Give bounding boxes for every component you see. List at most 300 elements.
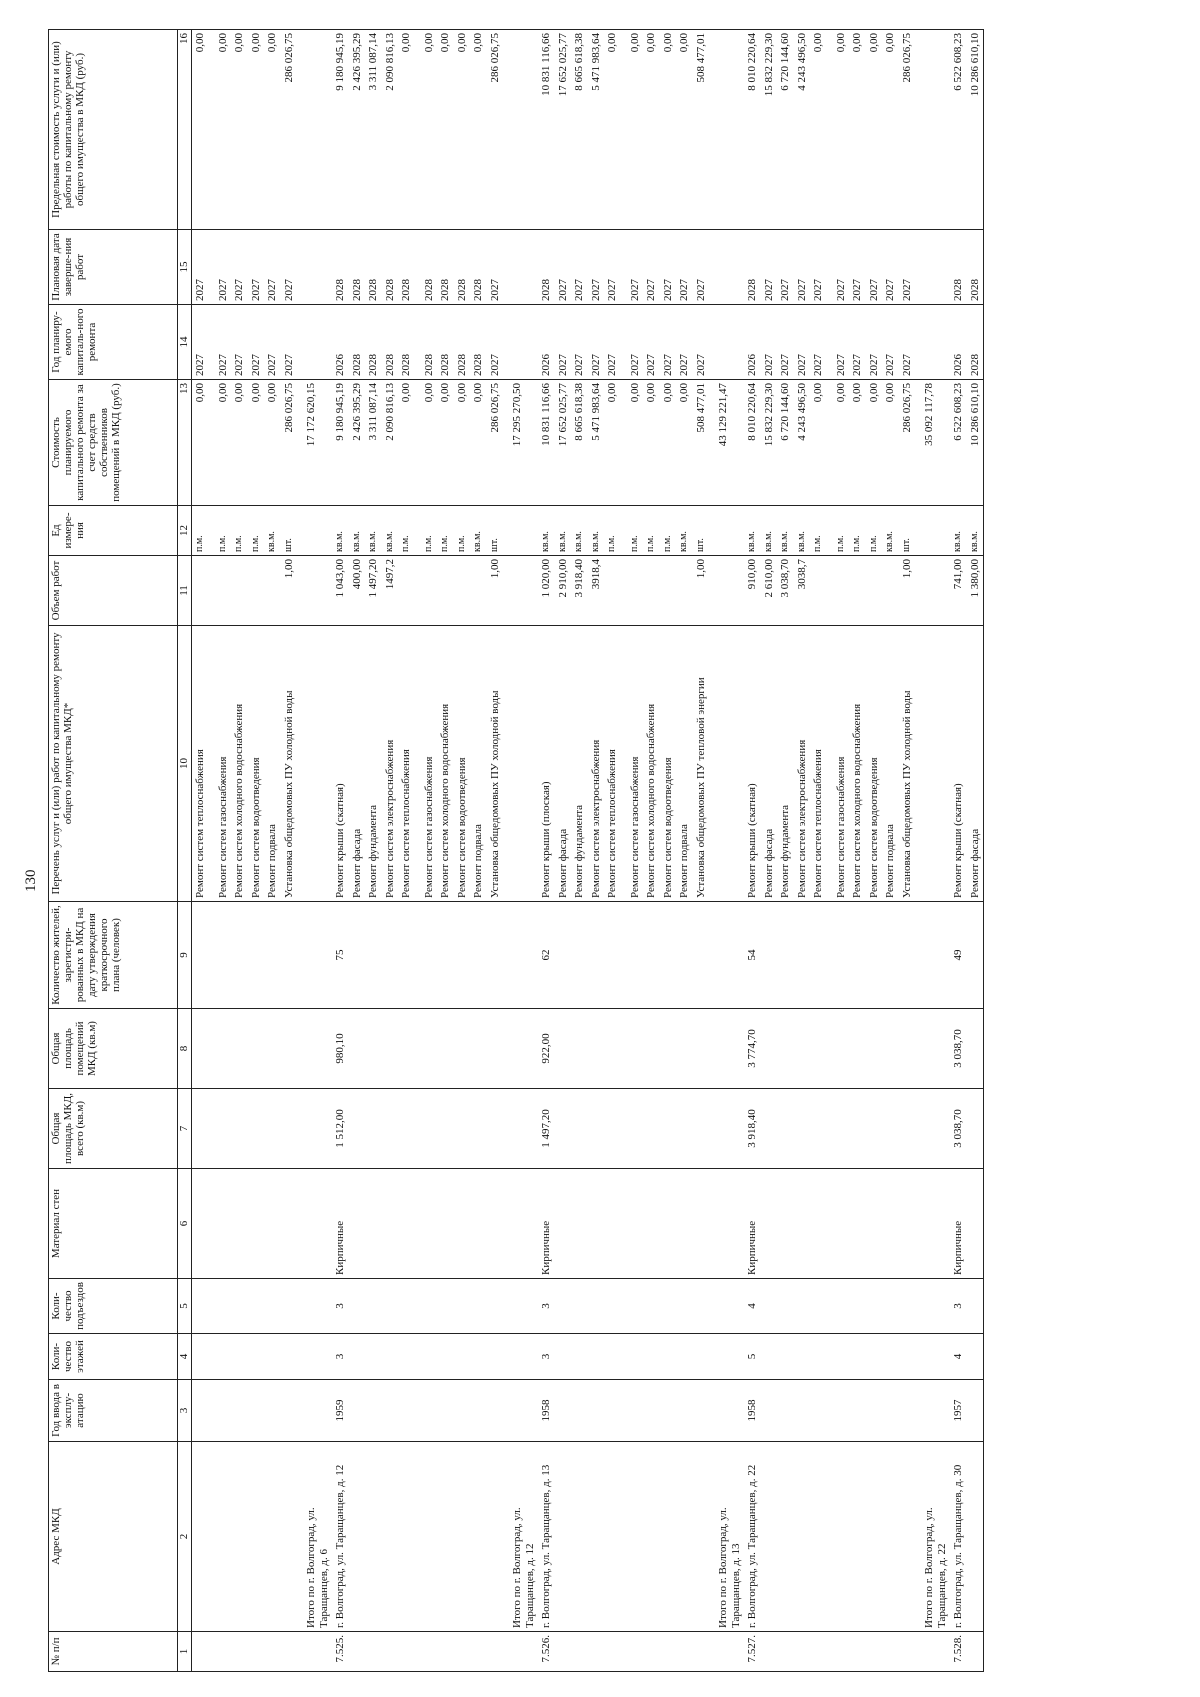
empty-cell [660,1442,677,1632]
empty-cell [437,1169,454,1279]
empty-cell [248,1009,265,1089]
empty-cell [761,1334,778,1380]
work-unit: кв.м. [470,506,487,556]
empty-cell [866,1089,883,1169]
empty-cell [297,1089,332,1169]
work-volume [660,556,677,626]
empty-cell [365,902,382,1009]
work-volume [209,556,232,626]
empty-cell [487,902,504,1009]
column-header-label: Ед измере-ния [50,512,86,549]
total-label: Итого по г. Волгоград, ул. Таращанцев, д. 12 [503,1442,538,1632]
empty-cell [571,902,588,1009]
empty-cell [454,1279,471,1334]
work-year: 2028 [454,305,471,380]
wall-material: Кирпичные [332,1169,349,1279]
empty-cell [437,1334,454,1380]
work-unit: п.м. [849,506,866,556]
empty-cell [297,1169,332,1279]
empty-cell [676,1089,693,1169]
work-name: Ремонт систем холодного водоснабжения [849,626,866,902]
work-limit-cost: 10 286 610,10 [967,30,984,230]
table-row [454,30,471,1672]
empty-cell [281,1380,298,1442]
empty-cell [643,1089,660,1169]
empty-cell [693,1279,710,1334]
column-header-16 [49,30,178,230]
empty-cell [794,1442,811,1632]
work-end-date: 2027 [794,230,811,305]
work-cost: 10 831 116,66 [538,380,555,506]
work-volume [849,556,866,626]
column-header-label: № п/п [50,1637,62,1666]
work-limit-cost: 8 010 220,64 [744,30,761,230]
work-cost: 286 026,75 [487,380,504,506]
column-header-14 [49,305,178,380]
table-row [827,30,850,1672]
work-name: Установка общедомовых ПУ тепловой энергии [693,626,710,902]
work-cost: 4 243 496,50 [794,380,811,506]
empty-cell [967,1279,984,1334]
empty-cell [365,1380,382,1442]
column-number-16: 16 [178,30,192,230]
empty-cell [365,1632,382,1672]
empty-cell [209,1632,232,1672]
table-row [571,30,588,1672]
work-limit-cost: 0,00 [604,30,621,230]
year-built: 1958 [744,1380,761,1442]
work-cost: 0,00 [866,380,883,506]
empty-cell [398,1089,415,1169]
work-limit-cost: 6 720 144,60 [777,30,794,230]
empty-cell [621,1334,644,1380]
total-cost: 17 295 270,50 [503,380,538,506]
empty-cell [487,1442,504,1632]
table-row [604,30,621,1672]
empty-cell [660,1009,677,1089]
table-row [967,30,984,1672]
work-cost: 0,00 [470,380,487,506]
empty-cell [810,1169,827,1279]
work-name: Ремонт систем газоснабжения [827,626,850,902]
empty-cell [470,1380,487,1442]
empty-cell [209,1442,232,1632]
building-row [950,30,967,1672]
work-year: 2027 [676,305,693,380]
work-unit: п.м. [209,506,232,556]
table-row [398,30,415,1672]
empty-cell [264,1169,281,1279]
work-unit: кв.м. [588,506,605,556]
row-number: 7.526. [538,1632,555,1672]
work-name: Ремонт систем электроснабжения [382,626,399,902]
empty-cell [398,1169,415,1279]
empty-cell [709,556,744,626]
work-end-date: 2027 [248,230,265,305]
table-row [470,30,487,1672]
work-cost: 3 311 087,14 [365,380,382,506]
empty-cell [604,1442,621,1632]
column-number-10: 10 [178,626,192,902]
work-end-date: 2028 [470,230,487,305]
floors-count: 3 [538,1334,555,1380]
empty-cell [503,1380,538,1442]
work-end-date: 2027 [571,230,588,305]
empty-cell [827,1380,850,1442]
work-limit-cost: 0,00 [231,30,248,230]
empty-cell [487,1632,504,1672]
empty-cell [555,1089,572,1169]
work-cost: 0,00 [660,380,677,506]
rooms-area: 922,00 [538,1009,555,1089]
residents-count: 75 [332,902,349,1009]
empty-cell [915,1632,950,1672]
empty-cell [281,902,298,1009]
empty-cell [899,1442,916,1632]
empty-cell [209,1009,232,1089]
work-end-date: 2027 [555,230,572,305]
work-limit-cost: 2 426 395,29 [349,30,366,230]
work-name: Ремонт фундамента [571,626,588,902]
total-cost: 43 129 221,47 [709,380,744,506]
empty-cell [503,1632,538,1672]
empty-cell [231,1279,248,1334]
column-number-13: 13 [178,380,192,506]
empty-cell [571,1632,588,1672]
empty-cell [382,1632,399,1672]
empty-cell [349,1089,366,1169]
empty-cell [967,1442,984,1632]
work-limit-cost: 0,00 [415,30,438,230]
table-row [555,30,572,1672]
empty-cell [555,1009,572,1089]
work-year: 2027 [248,305,265,380]
empty-cell [415,1442,438,1632]
empty-cell [454,1442,471,1632]
work-cost: 8 665 618,38 [571,380,588,506]
empty-cell [915,1009,950,1089]
empty-cell [365,1089,382,1169]
work-year: 2027 [281,305,298,380]
empty-cell [588,1442,605,1632]
empty-cell [192,1169,209,1279]
work-name: Ремонт систем газоснабжения [415,626,438,902]
empty-cell [777,1279,794,1334]
work-volume [470,556,487,626]
empty-cell [693,1009,710,1089]
work-name: Ремонт систем теплоснабжения [398,626,415,902]
empty-cell [503,30,538,230]
empty-cell [264,1089,281,1169]
empty-cell [761,902,778,1009]
work-cost: 0,00 [192,380,209,506]
empty-cell [349,1009,366,1089]
work-volume: 1,00 [899,556,916,626]
work-year: 2028 [437,305,454,380]
total-row [297,30,332,1672]
work-cost: 6 522 608,23 [950,380,967,506]
empty-cell [899,1089,916,1169]
empty-cell [365,1279,382,1334]
empty-cell [967,1169,984,1279]
column-header-label: Общая площадь помещений МКД (кв.м) [50,1021,98,1076]
work-year: 2028 [349,305,366,380]
empty-cell [192,1009,209,1089]
table-row [415,30,438,1672]
empty-cell [827,1089,850,1169]
empty-cell [382,1009,399,1089]
empty-cell [643,1442,660,1632]
empty-cell [503,556,538,626]
empty-cell [693,902,710,1009]
empty-cell [571,1279,588,1334]
empty-cell [588,1279,605,1334]
empty-cell [866,1632,883,1672]
work-year: 2027 [660,305,677,380]
work-end-date: 2027 [192,230,209,305]
empty-cell [761,1279,778,1334]
empty-cell [709,1089,744,1169]
empty-cell [676,1380,693,1442]
empty-cell [382,1334,399,1380]
work-cost: 15 832 229,30 [761,380,778,506]
empty-cell [777,1442,794,1632]
empty-cell [693,1169,710,1279]
table-row [810,30,827,1672]
work-end-date: 2027 [588,230,605,305]
empty-cell [967,1334,984,1380]
work-name: Ремонт систем водоотведения [454,626,471,902]
empty-cell [454,1334,471,1380]
work-name: Ремонт систем холодного водоснабжения [437,626,454,902]
work-limit-cost: 286 026,75 [899,30,916,230]
empty-cell [398,1279,415,1334]
work-unit: кв.м. [365,506,382,556]
empty-cell [810,1279,827,1334]
empty-cell [676,1169,693,1279]
empty-cell [849,1089,866,1169]
empty-cell [709,902,744,1009]
work-unit: кв.м. [571,506,588,556]
empty-cell [209,902,232,1009]
work-cost: 0,00 [676,380,693,506]
total-cost: 17 172 620,15 [297,380,332,506]
work-year: 2027 [588,305,605,380]
empty-cell [192,1279,209,1334]
empty-cell [555,1380,572,1442]
empty-cell [503,1334,538,1380]
work-volume: 2 910,00 [555,556,572,626]
empty-cell [281,1632,298,1672]
empty-cell [264,902,281,1009]
empty-cell [643,902,660,1009]
empty-cell [209,1089,232,1169]
empty-cell [454,1009,471,1089]
work-end-date: 2028 [332,230,349,305]
work-year: 2028 [382,305,399,380]
empty-cell [454,1169,471,1279]
work-year: 2027 [604,305,621,380]
empty-cell [297,1279,332,1334]
empty-cell [777,1334,794,1380]
work-unit: кв.м. [882,506,899,556]
empty-cell [415,1380,438,1442]
work-year: 2028 [365,305,382,380]
work-limit-cost: 2 090 816,13 [382,30,399,230]
empty-cell [967,902,984,1009]
column-header-label: Объем работ [50,560,62,621]
empty-cell [231,1169,248,1279]
work-end-date: 2028 [950,230,967,305]
work-name: Ремонт крыши (скатная) [332,626,349,902]
work-cost: 5 471 983,64 [588,380,605,506]
empty-cell [264,1334,281,1380]
empty-cell [470,1334,487,1380]
empty-cell [676,1279,693,1334]
empty-cell [849,1169,866,1279]
work-end-date: 2027 [882,230,899,305]
work-volume: 3038,7 [794,556,811,626]
empty-cell [643,1009,660,1089]
empty-cell [349,1442,366,1632]
empty-cell [264,1009,281,1089]
empty-cell [967,1009,984,1089]
empty-cell [503,1089,538,1169]
work-limit-cost: 5 471 983,64 [588,30,605,230]
empty-cell [827,1009,850,1089]
work-volume: 1 043,00 [332,556,349,626]
work-year: 2027 [192,305,209,380]
work-limit-cost: 8 665 618,38 [571,30,588,230]
work-limit-cost: 508 477,01 [693,30,710,230]
table-row [281,30,298,1672]
work-year: 2027 [899,305,916,380]
empty-cell [915,902,950,1009]
empty-cell [454,1380,471,1442]
empty-cell [777,1169,794,1279]
empty-cell [777,1632,794,1672]
empty-cell [192,1442,209,1632]
work-name: Ремонт фундамента [365,626,382,902]
empty-cell [264,1632,281,1672]
work-cost: 6 720 144,60 [777,380,794,506]
work-cost: 0,00 [437,380,454,506]
empty-cell [849,1334,866,1380]
empty-cell [382,1169,399,1279]
row-number: 7.528. [950,1632,967,1672]
empty-cell [621,1169,644,1279]
work-volume [398,556,415,626]
empty-cell [866,1279,883,1334]
work-end-date: 2027 [209,230,232,305]
document-page [22,30,1170,1672]
empty-cell [231,1334,248,1380]
empty-cell [643,1169,660,1279]
work-limit-cost: 0,00 [621,30,644,230]
empty-cell [588,1380,605,1442]
column-header-label: Материал стен [50,1188,62,1259]
work-cost: 17 652 025,77 [555,380,572,506]
work-volume [415,556,438,626]
work-name: Ремонт фундамента [777,626,794,902]
empty-cell [297,1009,332,1089]
column-header-12 [49,506,178,556]
work-name: Ремонт подвала [882,626,899,902]
empty-cell [676,1632,693,1672]
empty-cell [899,1632,916,1672]
empty-cell [915,1334,950,1380]
empty-cell [849,902,866,1009]
empty-cell [398,1632,415,1672]
work-unit: п.м. [398,506,415,556]
empty-cell [487,1279,504,1334]
column-header-4 [49,1334,178,1380]
work-volume [454,556,471,626]
empty-cell [849,1009,866,1089]
empty-cell [192,902,209,1009]
empty-cell [349,1279,366,1334]
empty-cell [810,1442,827,1632]
table-row [676,30,693,1672]
total-label: Итого по г. Волгоград, ул. Таращанцев, д. 6 [297,1442,332,1632]
total-row [503,30,538,1672]
work-unit: кв.м. [794,506,811,556]
work-year: 2027 [621,305,644,380]
column-number-4: 4 [178,1334,192,1380]
empty-cell [487,1380,504,1442]
empty-cell [209,1169,232,1279]
empty-cell [248,1632,265,1672]
empty-cell [382,902,399,1009]
empty-cell [503,1169,538,1279]
column-number-3: 3 [178,1380,192,1442]
work-year: 2027 [264,305,281,380]
empty-cell [794,1279,811,1334]
column-number-14: 14 [178,305,192,380]
empty-cell [415,1169,438,1279]
work-year: 2027 [643,305,660,380]
empty-cell [487,1009,504,1089]
empty-cell [866,1169,883,1279]
building-row [332,30,349,1672]
address: г. Волгоград, ул. Таращанцев, д. 22 [744,1442,761,1632]
column-header-11 [49,556,178,626]
empty-cell [709,230,744,305]
work-unit: кв.м. [332,506,349,556]
table-row [437,30,454,1672]
column-header-label: Коли-чество этажей [50,1340,86,1373]
empty-cell [777,1009,794,1089]
empty-cell [264,1380,281,1442]
work-end-date: 2027 [264,230,281,305]
empty-cell [621,1380,644,1442]
empty-cell [915,1279,950,1334]
work-end-date: 2027 [676,230,693,305]
work-name: Ремонт фасада [555,626,572,902]
empty-cell [437,1632,454,1672]
table-body [192,30,984,1672]
work-year: 2028 [415,305,438,380]
empty-cell [849,1442,866,1632]
empty-cell [761,1169,778,1279]
work-limit-cost: 4 243 496,50 [794,30,811,230]
empty-cell [761,1009,778,1089]
work-cost: 0,00 [415,380,438,506]
work-end-date: 2028 [538,230,555,305]
work-end-date: 2028 [398,230,415,305]
work-volume [248,556,265,626]
empty-cell [297,230,332,305]
